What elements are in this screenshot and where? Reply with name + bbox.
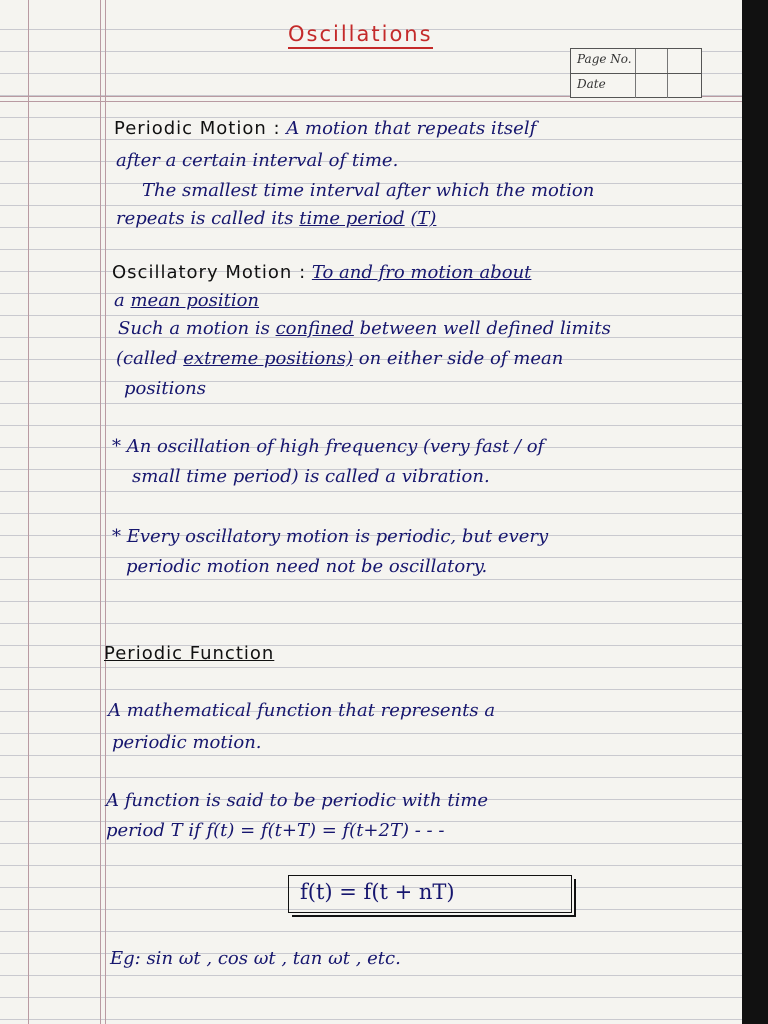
vibration-note-line-2: small time period) is called a vibration. <box>132 466 490 487</box>
periodic-motion-line-1 <box>114 118 536 139</box>
date-cell-divider <box>667 74 668 98</box>
page-edge-shadow <box>742 0 768 1024</box>
oscillatory-motion-line-4 <box>116 348 563 369</box>
time-period-term: time period <box>299 208 405 229</box>
date-cell-divider <box>635 74 636 98</box>
oscillatory-motion-line-1 <box>112 262 531 283</box>
periodic-note-line-1: * Every oscillatory motion is periodic, but every <box>112 526 549 547</box>
date-label: Date <box>577 77 606 91</box>
page-no-cell-divider <box>635 49 636 73</box>
margin-line-left-double <box>105 0 106 1024</box>
page-no-cell-divider <box>667 49 668 73</box>
page-title: Oscillations <box>288 22 433 49</box>
periodic-motion-definition: A motion that repeats itself <box>286 118 537 139</box>
periodic-note-line-2: periodic motion need not be oscillatory. <box>126 556 488 577</box>
margin-line-left-outer <box>28 0 29 1024</box>
margin-line-left <box>100 0 101 1024</box>
text-fragment: repeats is called its <box>116 208 294 229</box>
page-no-row <box>571 49 701 73</box>
margin-line-top-double <box>0 101 742 102</box>
page-no-label: Page No. <box>577 52 632 66</box>
periodic-function-definition-line-1: A mathematical function that represents a <box>108 700 496 721</box>
examples-line: Eg: sin ωt , cos ωt , tan ωt , etc. <box>110 948 401 969</box>
oscillatory-motion-line-2 <box>114 290 259 311</box>
oscillatory-motion-heading: Oscillatory Motion : <box>112 262 307 283</box>
periodic-function-condition-line-2: period T if f(t) = f(t+T) = f(t+2T) - - - <box>106 820 445 841</box>
periodic-function-definition-line-2: periodic motion. <box>112 732 262 753</box>
oscillatory-motion-line-3 <box>118 318 611 339</box>
confined-term: confined <box>275 318 354 339</box>
periodic-motion-line-2: after a certain interval of time. <box>116 150 399 171</box>
periodic-motion-line-4 <box>116 208 436 229</box>
periodic-function-condition-line-1: A function is said to be periodic with time <box>106 790 489 811</box>
mean-position-term: mean position <box>130 290 260 311</box>
oscillatory-motion-definition: To and fro motion about <box>311 262 532 283</box>
text-fragment: on either side of mean <box>358 348 564 369</box>
boxed-formula: f(t) = f(t + nT) <box>300 880 455 904</box>
periodic-motion-heading: Periodic Motion : <box>114 118 281 139</box>
text-fragment: between well defined limits <box>359 318 611 339</box>
date-row <box>571 73 701 98</box>
periodic-function-heading: Periodic Function <box>104 643 275 664</box>
text-fragment: Such a motion is <box>118 318 270 339</box>
periodic-motion-line-3: The smallest time interval after which the motion <box>142 180 595 201</box>
page-number-date-box <box>570 48 702 98</box>
oscillatory-motion-line-5: positions <box>124 378 207 399</box>
text-fragment: (called <box>116 348 178 369</box>
vibration-note-line-1: * An oscillation of high frequency (very fast / of <box>112 436 545 457</box>
extreme-positions-term: extreme positions) <box>183 348 354 369</box>
time-period-symbol: (T) <box>410 208 437 229</box>
text-fragment: a <box>114 290 125 311</box>
